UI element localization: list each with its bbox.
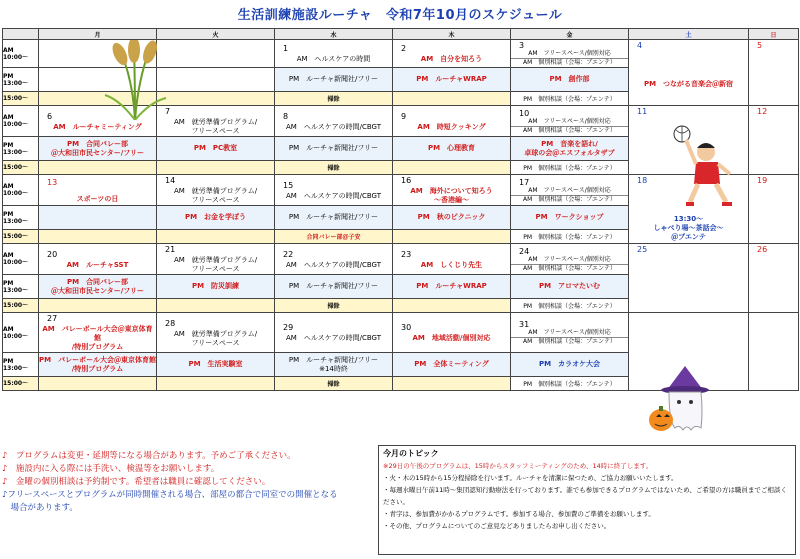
cleaning-cell: 掃除: [275, 377, 393, 391]
volleyball-player-illustration: [660, 122, 740, 212]
day-cell: [39, 313, 157, 353]
am-program: AM ヘルスケアの時間: [296, 55, 371, 63]
date-number: 26: [757, 245, 768, 254]
day-header: 木: [393, 29, 511, 40]
t15-time-label: 15:00～: [3, 161, 39, 175]
date-number: 24: [519, 246, 530, 256]
t15-cell: PM 個別相談（会場：プエンテ）: [511, 230, 629, 244]
day-cell: [393, 313, 511, 353]
date-number: 28: [165, 318, 176, 328]
day-header: 日: [749, 29, 799, 40]
t15-cell: [157, 377, 275, 391]
day-header: 金: [511, 29, 629, 40]
pm-program: PM アロマたいむ: [538, 282, 601, 290]
weekend-event: PM つながる音楽会＠新宿: [643, 80, 734, 88]
pm-cell: [157, 137, 275, 161]
t15-cell: PM 個別相談（会場：プエンテ）: [511, 377, 629, 391]
day-cell: [157, 313, 275, 353]
pm-cell: [157, 353, 275, 377]
weekend-event: 13:30～ しゃべり場～茶話会～ ＠プエンテ: [653, 215, 724, 241]
pm-program: PM お金を学ぼう: [184, 213, 247, 221]
day-cell: [275, 175, 393, 206]
pm-program: PM 生活実験室: [188, 360, 243, 368]
am-time-label: AM 10:00～: [3, 313, 39, 353]
pm-program: PM バレーボール大会＠東京体育館 /特別プログラム: [39, 355, 156, 373]
pm-program: PM ルーチャ新聞社/フリー: [288, 144, 379, 152]
pm-program: PM カラオケ大会: [539, 360, 600, 368]
pm-program: PM 音楽を語れ/ 卓球の会＠エスフォルタザブ: [524, 139, 615, 157]
t15-cell: [39, 161, 157, 175]
t15-cell: [39, 299, 157, 313]
date-number: 13: [47, 177, 58, 187]
day-header: 水: [275, 29, 393, 40]
corner-header: [3, 29, 39, 40]
date-number: 10: [519, 108, 530, 118]
monthly-topics-box: [378, 445, 796, 555]
cleaning-cell: 掃除: [275, 299, 393, 313]
topic-item: ※29日の午後のプログラムは、15時からスタッフミーティングのため、14時に終了します。: [383, 462, 653, 470]
date-number: 31: [519, 320, 530, 329]
date-number: 17: [519, 177, 530, 187]
am-program: AM ルーチャSST: [66, 260, 129, 269]
pm-program: PM ルーチャ新聞社/フリー: [288, 213, 379, 221]
weekend-day-cell: [749, 313, 799, 391]
date-number: 9: [401, 111, 407, 121]
pm-program: PM 創作部: [549, 75, 590, 83]
day-cell: [39, 175, 157, 206]
date-number: 2: [401, 44, 407, 53]
date-number: 3: [519, 41, 525, 50]
day-cell: [511, 313, 629, 353]
pm-program: PM 合同バレー部 ＠大和田市民センター/フリー: [51, 139, 144, 157]
weekend-event: [749, 50, 798, 80]
am-program: AM フリースペース/個別対応: [511, 256, 628, 265]
pm-program: PM ルーチャ新聞社/フリー: [288, 75, 379, 83]
topic-item: ・火・木の15時から15分程掃除を行います。ルーチャを清潔に保つため、ご協力お願いいたします。: [383, 474, 678, 482]
day-cell: [275, 40, 393, 68]
pm-time-label: PM 13:00～: [3, 137, 39, 161]
am-program: AM 時短クッキング: [417, 122, 486, 131]
t15-cell: PM 個別相談（会場：プエンテ）: [511, 299, 629, 313]
weekend-event: [749, 116, 798, 146]
pm-program: PM 合同バレー部 ＠大和田市民センター/フリー: [51, 277, 144, 295]
day-cell: [275, 313, 393, 353]
weekend-event: [749, 185, 798, 215]
date-number: 12: [757, 107, 768, 116]
weekend-day-cell: [749, 40, 799, 106]
pm-program: PM ルーチャ新聞社/フリー ※14時終: [288, 355, 379, 373]
day-cell: [157, 106, 275, 137]
pm-cell: [393, 206, 511, 230]
pm-cell: [511, 137, 629, 161]
pm-time-label: PM 13:00～: [3, 68, 39, 92]
am-program: AM 個別相談（会場：プエンテ）: [523, 195, 616, 203]
weekend-day-cell: [629, 244, 749, 313]
topics-heading: 今月のトピック: [383, 449, 439, 458]
pm-cell: [511, 206, 629, 230]
t15-cell: [393, 92, 511, 106]
weekend-event: [749, 254, 798, 284]
pm-cell: [39, 275, 157, 299]
am-program: AM フリースペース/個別対応: [511, 187, 628, 196]
pm-program: PM ルーチャ新聞社/フリー: [288, 282, 379, 290]
t15-cell: [393, 161, 511, 175]
am-program: AM フリースペース/個別対応: [511, 50, 628, 59]
t15-cell: [157, 161, 275, 175]
date-number: 22: [283, 249, 294, 259]
am-program: AM 就労準備プログラム/ フリースペース: [173, 187, 258, 204]
am-program: AM バレーボール大会＠東京体育館 /特別プログラム: [42, 325, 153, 351]
weekend-event: [749, 314, 798, 344]
pm-time-label: PM 13:00～: [3, 353, 39, 377]
pm-cell: [511, 68, 629, 92]
day-cell: [393, 175, 511, 206]
pampas-grass-illustration: [100, 40, 170, 120]
pm-cell: [39, 353, 157, 377]
notes-list: [2, 450, 374, 515]
pm-cell: [393, 353, 511, 377]
pm-cell: [157, 68, 275, 92]
t15-cell: [157, 230, 275, 244]
pm-time-label: PM 13:00～: [3, 206, 39, 230]
am-program: スポーツの日: [76, 194, 119, 203]
cleaning-cell: 掃除: [275, 92, 393, 106]
weekend-event: [629, 254, 748, 284]
day-cell: [157, 244, 275, 275]
weekend-day-cell: [749, 106, 799, 175]
date-number: 16: [401, 176, 412, 185]
am-program: AM 個別相談（会場：プエンテ）: [523, 126, 616, 134]
pm-program: PM ワークショップ: [535, 213, 604, 221]
t15-cell: [157, 92, 275, 106]
t15-cell: [393, 299, 511, 313]
date-number: 4: [637, 41, 643, 50]
am-time-label: AM 10:00～: [3, 106, 39, 137]
pm-cell: [511, 275, 629, 299]
date-number: 1: [283, 44, 289, 53]
pm-cell: [393, 68, 511, 92]
note-item: ♪ 施設内に入る際には手洗い、検温等をお願いします。: [2, 464, 220, 474]
am-program: AM フリースペース/個別対応: [511, 329, 628, 338]
weekend-day-cell: [749, 175, 799, 244]
pm-cell: [393, 137, 511, 161]
am-program: AM 個別相談（会場：プエンテ）: [523, 264, 616, 272]
pm-cell: [157, 275, 275, 299]
am-program: AM フリースペース/個別対応: [511, 118, 628, 127]
pm-cell: [511, 353, 629, 377]
day-cell: [393, 244, 511, 275]
date-number: 8: [283, 111, 289, 121]
pm-time-label: PM 13:00～: [3, 275, 39, 299]
t15-time-label: 15:00～: [3, 377, 39, 391]
am-program: AM ルーチャミーティング: [53, 122, 142, 131]
date-number: 21: [165, 245, 176, 254]
date-number: 14: [165, 176, 176, 185]
day-cell: [275, 106, 393, 137]
pm-cell: [393, 275, 511, 299]
pm-cell: [275, 137, 393, 161]
day-header: 火: [157, 29, 275, 40]
date-number: 27: [47, 314, 58, 323]
pm-program: PM 心理教育: [427, 144, 476, 152]
t15-cell: PM 個別相談（会場：プエンテ）: [511, 92, 629, 106]
t15-cell: PM 個別相談（会場：プエンテ）: [511, 161, 629, 175]
day-cell: [511, 106, 629, 137]
date-number: 6: [47, 111, 53, 121]
am-program: AM 就労準備プログラム/ フリースペース: [173, 256, 258, 273]
pm-cell: [275, 353, 393, 377]
day-cell: [511, 244, 629, 275]
halloween-ghost-illustration: [645, 362, 725, 438]
page-title: 生活訓練施設ルーチャ 令和7年10月のスケジュール: [237, 8, 563, 23]
pm-program: PM 秋のピクニック: [417, 213, 486, 221]
t15-cell: [39, 377, 157, 391]
pm-cell: [275, 206, 393, 230]
day-cell: [393, 106, 511, 137]
date-number: 7: [165, 107, 171, 116]
day-cell: [393, 40, 511, 68]
day-cell: [511, 175, 629, 206]
pm-program: PM 防災訓練: [191, 282, 240, 290]
pm-program: PM ルーチャWRAP: [416, 282, 487, 290]
am-program: AM しくじり先生: [420, 260, 483, 269]
t15-time-label: 15:00～: [3, 92, 39, 106]
pm-cell: [157, 206, 275, 230]
t15-cell: [39, 230, 157, 244]
day-cell: [275, 244, 393, 275]
date-number: 5: [757, 41, 763, 50]
t15-cell: [393, 230, 511, 244]
date-number: 30: [401, 323, 412, 332]
date-number: 20: [47, 249, 58, 259]
day-cell: [157, 175, 275, 206]
am-program: AM ヘルスケアの時間/CBGT: [286, 260, 381, 269]
topic-item: ・その他、プログラムについてのご意見などありましたらお申し出ください。: [383, 522, 611, 530]
pm-cell: [275, 68, 393, 92]
am-program: [157, 53, 274, 55]
t15-time-label: 15:00～: [3, 299, 39, 313]
am-program: AM ヘルスケアの時間/CBGT: [286, 334, 381, 342]
t15-time-label: 15:00～: [3, 230, 39, 244]
am-program: AM 海外について知ろう ～香港編～: [410, 187, 493, 204]
am-program: AM 個別相談（会場：プエンテ）: [523, 338, 616, 345]
t15-cell: [157, 299, 275, 313]
pm-cell: [39, 137, 157, 161]
pm-cell: [275, 275, 393, 299]
weekend-day-cell: [629, 40, 749, 106]
pm-cell: [39, 206, 157, 230]
day-cell: [157, 40, 275, 68]
am-program: AM 自分を知ろう: [420, 55, 483, 63]
date-number: 29: [283, 323, 294, 332]
note-item: ♪フリースペースとプログラムが同時開催される場合、部屋の都合で同室での開催となる 場合があります。: [2, 490, 338, 513]
am-program: AM 地域活動/個別対応: [412, 334, 491, 342]
am-time-label: AM 10:00～: [3, 175, 39, 206]
date-number: 23: [401, 249, 412, 259]
am-program: AM ヘルスケアの時間/CBGT: [286, 122, 381, 131]
pm-program: PM PC教室: [193, 144, 238, 152]
t15-cell: [393, 377, 511, 391]
day-header: 土: [629, 29, 749, 40]
note-item: ♪ 金曜の個別相談は予約制です。希望者は職員に確認してください。: [2, 477, 271, 487]
cleaning-cell: 合同バレー部＠子安: [275, 230, 393, 244]
date-number: 19: [757, 176, 768, 185]
day-cell: [39, 244, 157, 275]
note-item: ♪ プログラムは変更・延期等になる場合があります。予めご了承ください。: [2, 451, 296, 461]
am-time-label: AM 10:00～: [3, 40, 39, 68]
date-number: 25: [637, 245, 648, 254]
date-number: 11: [637, 107, 648, 116]
pm-program: PM 全体ミーティング: [414, 360, 489, 368]
day-cell: [511, 40, 629, 68]
date-number: 18: [637, 176, 648, 185]
cleaning-cell: 掃除: [275, 161, 393, 175]
am-program: AM 個別相談（会場：ブエンテ）: [523, 59, 616, 66]
am-time-label: AM 10:00～: [3, 244, 39, 275]
weekend-day-cell: [749, 244, 799, 313]
weekend-event: [629, 314, 748, 344]
am-program: AM ヘルスケアの時間/CBGT: [286, 191, 381, 200]
topic-item: ・青字は、参加費がかかるプログラムです。参加する場合、参加費のご準備をお願いします。: [383, 510, 655, 518]
pm-program: PM ルーチャWRAP: [416, 75, 487, 83]
am-program: AM 就労準備プログラム/ フリースペース: [173, 329, 258, 347]
date-number: 15: [283, 180, 294, 190]
topic-item: ・毎週水曜日午前11時～集団認知行動療法を行っております。誰でも参加できるプログラムではないため、ご希望の方は職員までご相談ください。: [383, 486, 787, 506]
am-program: AM 就労準備プログラム/ フリースペース: [173, 118, 258, 135]
day-header: 月: [39, 29, 157, 40]
